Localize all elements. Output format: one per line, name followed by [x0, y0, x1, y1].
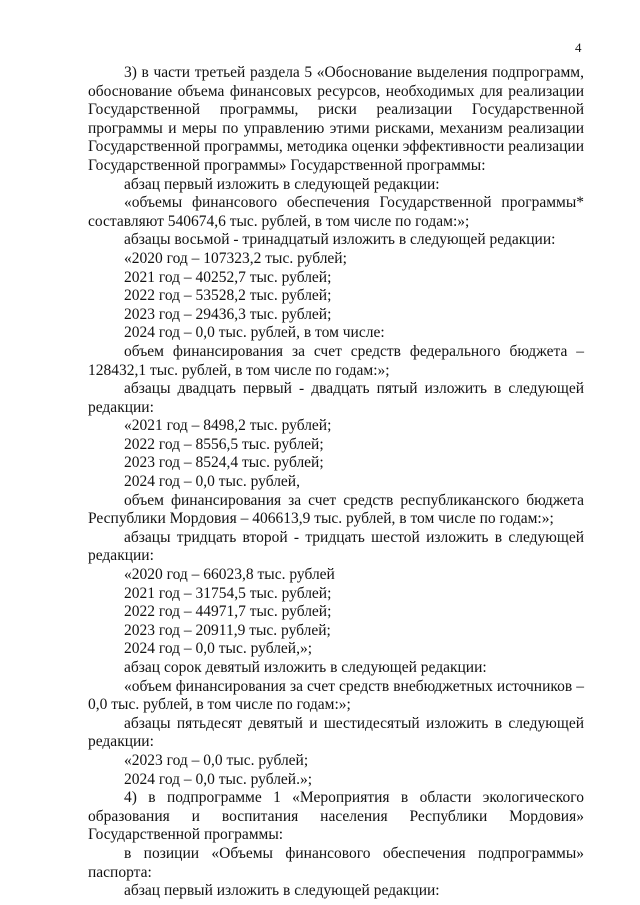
paragraph: абзацы пятьдесят девятый и шестидесятый изложить в следующей редакции: [88, 714, 584, 751]
paragraph: «объем финансирования за счет средств внебюджетных источников – 0,0 тыс. рублей, в том числе по годам:»; [88, 677, 584, 714]
page-number: 4 [575, 40, 582, 55]
paragraph: объем финансирования за счет средств республиканского бюджета Республики Мордовия – 406613,9 тыс. рублей, в том числе по годам:»; [88, 491, 584, 528]
paragraph: абзац сорок девятый изложить в следующей редакции: [124, 659, 487, 676]
paragraph: абзацы двадцать первый - двадцать пятый изложить в следующей редакции: [88, 380, 584, 416]
list-item: «2021 год – 8498,2 тыс. рублей; [124, 417, 332, 435]
list-item: «2023 год – 0,0 тыс. рублей; [124, 751, 309, 769]
list-item: 2024 год – 0,0 тыс. рублей, в том числе: [124, 324, 385, 342]
list-item: «2020 год – 107323,2 тыс. рублей; [124, 249, 347, 267]
paragraph: 4) в подпрограмме 1 «Мероприятия в области экологического образования и воспитания населения Республики Мордовия» Государственной программы: [88, 789, 584, 844]
paragraph: в позиции «Объемы финансового обеспечения подпрограммы» паспорта: [88, 844, 584, 881]
paragraph: «объемы финансового обеспечения Государственной программы* составляют 540674,6 тыс. рублей, в том числе по годам:»; [88, 194, 584, 230]
list-item: 2023 год – 29436,3 тыс. рублей; [124, 305, 332, 323]
list-item: 2024 год – 0,0 тыс. рублей.»; [124, 770, 313, 788]
list-item: 2021 год – 31754,5 тыс. рублей; [124, 584, 332, 602]
list-item: 2024 год – 0,0 тыс. рублей, [124, 473, 300, 491]
paragraph: абзац первый изложить в следующей редакции: [124, 882, 440, 900]
paragraph: абзацы восьмой - тринадцатый изложить в следующей редакции: [124, 231, 556, 249]
list-item: 2023 год – 20911,9 тыс. рублей; [124, 621, 331, 639]
paragraph: абзацы тридцать второй - тридцать шестой изложить в следующей редакции: [88, 528, 584, 565]
document-body [88, 64, 584, 901]
list-item: 2023 год – 8524,4 тыс. рублей; [124, 454, 324, 472]
list-item: «2020 год – 66023,8 тыс. рублей [124, 566, 335, 584]
list-item: 2024 год – 0,0 тыс. рублей,»; [124, 640, 313, 658]
list-item: 2021 год – 40252,7 тыс. рублей; [124, 268, 332, 286]
paragraph: объем финансирования за счет средств федерального бюджета – 128432,1 тыс. рублей, в том числе по годам:»; [88, 342, 584, 379]
list-item: 2022 год – 53528,2 тыс. рублей; [124, 287, 332, 305]
list-item: 2022 год – 44971,7 тыс. рублей; [124, 603, 332, 621]
paragraph: абзац первый изложить в следующей редакции: [124, 175, 440, 193]
paragraph: 3) в части третьей раздела 5 «Обоснование выделения подпрограмм, обоснование объема финансовых ресурсов, необходимых для реализации Государственной программы, риски реализации Государственной программы и меры по управлению этими рисками, механизм реализации Государственной программы, методика оценки эффективности реализации Государственной программы» Государственной программы: [88, 64, 584, 174]
list-item: 2022 год – 8556,5 тыс. рублей; [124, 435, 324, 453]
